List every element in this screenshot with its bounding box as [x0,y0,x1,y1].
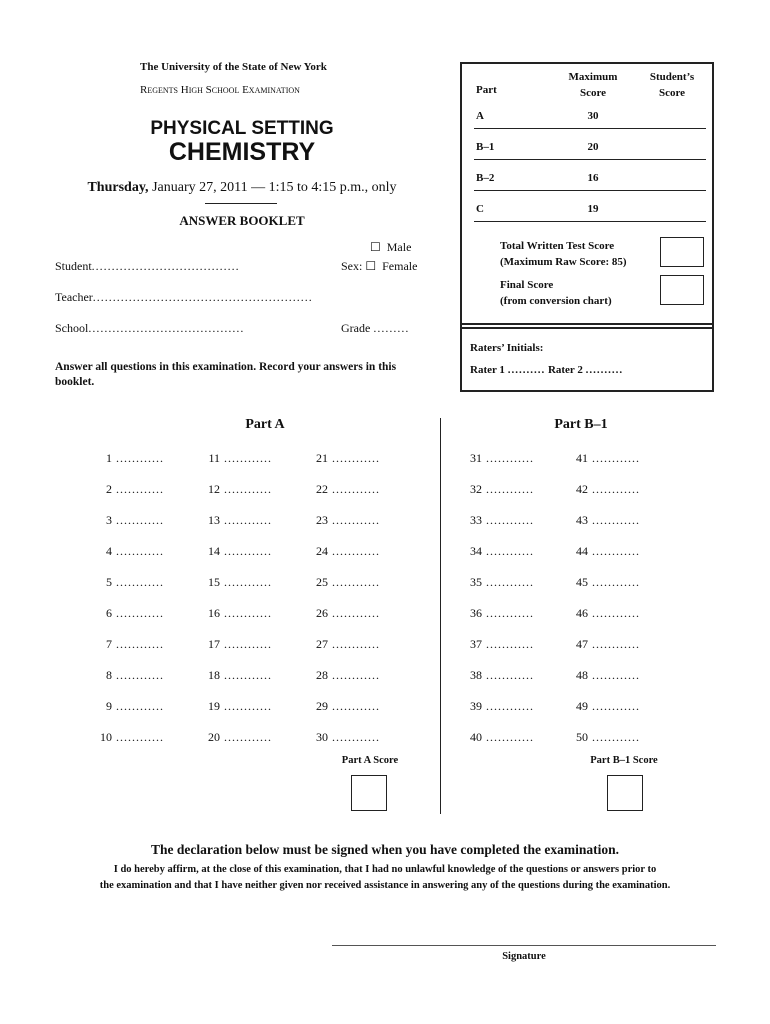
answer-line[interactable] [558,575,640,590]
answer-blank[interactable]: ............ [224,513,272,527]
signature-label: Signature [502,951,546,962]
answer-line[interactable] [190,606,272,621]
teacher-field[interactable] [55,290,313,305]
question-number: 11 [208,451,220,465]
answer-line[interactable] [558,544,640,559]
question-number: 40 [470,730,482,744]
answer-line[interactable] [82,513,164,528]
answer-blank[interactable]: ............ [224,606,272,620]
question-number: 50 [576,730,588,744]
answer-line[interactable] [298,451,380,466]
female-label: Female [382,259,418,273]
answer-booklet-title: ANSWER BOOKLET [179,213,305,228]
part-a-score-box[interactable] [351,775,387,811]
teacher-dotted-line[interactable]: ....................................................... [92,290,313,304]
row-part-b2-max: 16 [587,172,599,184]
answer-blank[interactable]: ............ [224,544,272,558]
total-score-box[interactable] [660,237,704,267]
university-name: The University of the State of New York [140,61,327,73]
grade-dotted-line[interactable]: ......... [373,321,410,335]
answer-blank[interactable]: ............ [224,575,272,589]
question-number: 30 [316,730,328,744]
row-divider [474,159,706,160]
student-dotted-line[interactable]: ..................................... [91,259,240,273]
answer-blank[interactable]: ............ [486,482,534,496]
raters-row[interactable] [470,364,623,376]
question-number: 20 [208,730,220,744]
final-score-box[interactable] [660,275,704,305]
answer-blank[interactable]: ............ [116,637,164,651]
score-box-double-rule [462,327,712,329]
part-a-score-label: Part A Score [341,755,399,766]
total-score-title: Total Written Test Score [500,240,615,252]
question-number: 28 [316,668,328,682]
question-number: 4 [106,544,112,558]
part-b1-score-box[interactable] [607,775,643,811]
answer-line[interactable] [82,606,164,621]
student-field[interactable] [55,259,240,274]
answer-blank[interactable]: ............ [332,637,380,651]
question-number: 26 [316,606,328,620]
col-part-header: Part [476,84,497,96]
answer-blank[interactable]: ............ [224,668,272,682]
answer-line[interactable] [452,544,534,559]
question-number: 48 [576,668,588,682]
answer-line[interactable] [82,637,164,652]
question-number: 1 [106,451,112,465]
question-number: 18 [208,668,220,682]
final-score-title: Final Score [500,279,554,291]
answer-blank[interactable]: ............ [116,699,164,713]
answer-blank[interactable]: ............ [486,575,534,589]
answer-line[interactable] [298,513,380,528]
question-number: 22 [316,482,328,496]
question-number: 32 [470,482,482,496]
question-number: 38 [470,668,482,682]
col-max-header: Maximum Score [568,71,618,99]
subject-title: CHEMISTRY [168,138,316,166]
answer-blank[interactable]: ............ [332,544,380,558]
grade-label: Grade [341,321,371,335]
answer-line[interactable] [190,451,272,466]
answer-line[interactable] [558,637,640,652]
question-number: 7 [106,637,112,651]
answer-line[interactable] [82,575,164,590]
question-number: 6 [106,606,112,620]
answer-line[interactable] [298,637,380,652]
question-number: 21 [316,451,328,465]
answer-blank[interactable]: ............ [592,699,640,713]
answer-line[interactable] [298,668,380,683]
answer-blank[interactable]: ............ [592,482,640,496]
question-number: 49 [576,699,588,713]
question-number: 39 [470,699,482,713]
answer-blank[interactable]: ............ [592,606,640,620]
answer-line[interactable] [558,513,640,528]
question-number: 10 [100,730,112,744]
answer-line[interactable] [82,668,164,683]
answer-blank[interactable]: ............ [224,451,272,465]
total-score-label [500,238,627,270]
teacher-label: Teacher [55,290,93,304]
answer-blank[interactable]: ............ [592,668,640,682]
answer-line[interactable] [190,575,272,590]
question-number: 44 [576,544,588,558]
answer-blank[interactable]: ............ [116,606,164,620]
answer-line[interactable] [558,699,640,714]
answer-blank[interactable]: ............ [486,637,534,651]
answer-blank[interactable]: ............ [332,575,380,589]
question-number: 8 [106,668,112,682]
question-number: 36 [470,606,482,620]
subject-line1: PHYSICAL SETTING [150,118,334,139]
answer-blank[interactable]: ............ [116,575,164,589]
question-number: 5 [106,575,112,589]
answer-blank[interactable]: ............ [224,699,272,713]
question-number: 15 [208,575,220,589]
answer-line[interactable] [558,606,640,621]
row-part-a-max: 30 [587,110,599,122]
answer-blank[interactable]: ............ [486,544,534,558]
declaration-line1: I do hereby affirm, at the close of this examination, that I had no unlawful knowledge of the questions or answers prior to [113,864,657,875]
rater2-label: Rater 2 [547,364,583,376]
sex-field[interactable] [341,259,417,274]
answer-blank[interactable]: ............ [592,451,640,465]
row-divider [474,190,706,191]
row-part-c-max: 19 [587,203,599,215]
question-number: 19 [208,699,220,713]
answer-line[interactable] [452,699,534,714]
male-option[interactable] [370,240,411,255]
male-checkbox[interactable]: ☐ [370,240,381,254]
answer-blank[interactable]: ............ [224,637,272,651]
answer-line[interactable] [452,730,534,745]
answer-blank[interactable]: ............ [592,730,640,744]
answer-line[interactable] [452,513,534,528]
answer-line[interactable] [558,730,640,745]
question-number: 27 [316,637,328,651]
question-number: 47 [576,637,588,651]
answer-line[interactable] [190,513,272,528]
question-number: 16 [208,606,220,620]
rater1-field[interactable]: .......... [507,364,546,376]
female-checkbox[interactable]: ☐ [365,259,377,273]
part-a-heading: Part A [245,417,285,432]
exam-date [80,180,404,196]
answer-line[interactable] [298,730,380,745]
row-divider [474,221,706,222]
answer-blank[interactable]: ............ [486,699,534,713]
rater2-field[interactable]: .......... [585,364,624,376]
question-number: 41 [576,451,588,465]
answer-blank[interactable]: ............ [486,668,534,682]
answer-blank[interactable]: ............ [332,451,380,465]
question-number: 13 [208,513,220,527]
question-number: 42 [576,482,588,496]
school-label: School [55,321,89,335]
student-label: Student [55,259,92,273]
school-dotted-line[interactable]: ....................................... [88,321,245,335]
exam-date-time: January 27, 2011 — 1:15 to 4:15 p.m., only [152,180,397,195]
answer-blank[interactable]: ............ [486,451,534,465]
answer-blank[interactable]: ............ [116,730,164,744]
question-number: 43 [576,513,588,527]
signature-line[interactable] [332,945,716,946]
answer-line[interactable] [190,699,272,714]
answer-blank[interactable]: ............ [486,730,534,744]
row-part-b1-max: 20 [587,141,599,153]
answer-blank[interactable]: ............ [116,668,164,682]
final-score-label [500,277,612,309]
answer-blank[interactable]: ............ [486,606,534,620]
answer-line[interactable] [82,730,164,745]
answer-blank[interactable]: ............ [116,544,164,558]
score-summary-box [460,62,714,392]
answer-line[interactable] [452,637,534,652]
answer-line[interactable] [452,668,534,683]
answer-blank[interactable]: ............ [332,668,380,682]
question-number: 35 [470,575,482,589]
answer-line[interactable] [190,544,272,559]
question-number: 34 [470,544,482,558]
sex-label: Sex: [341,259,363,273]
answer-blank[interactable]: ............ [332,699,380,713]
answer-blank[interactable]: ............ [332,730,380,744]
answer-line[interactable] [298,699,380,714]
answer-line[interactable] [452,606,534,621]
answer-blank[interactable]: ............ [592,637,640,651]
answer-line[interactable] [558,668,640,683]
answer-blank[interactable]: ............ [332,482,380,496]
answer-blank[interactable]: ............ [486,513,534,527]
answer-line[interactable] [82,699,164,714]
answer-line[interactable] [82,482,164,497]
question-number: 46 [576,606,588,620]
grade-field[interactable] [341,321,409,336]
col-student-header: Student’s Score [649,71,695,99]
school-field[interactable] [55,321,244,336]
row-part-b1: B–1 [476,141,495,153]
question-number: 31 [470,451,482,465]
answer-line[interactable] [190,668,272,683]
question-number: 33 [470,513,482,527]
question-number: 12 [208,482,220,496]
declaration-line2: the examination and that I have neither given nor received assistance in answering any of the questions during the examination. [99,880,671,891]
question-number: 25 [316,575,328,589]
question-number: 9 [106,699,112,713]
row-part-b2: B–2 [476,172,495,184]
question-number: 2 [106,482,112,496]
row-divider [474,128,706,129]
question-number: 3 [106,513,112,527]
question-number: 29 [316,699,328,713]
score-box-double-rule [462,323,712,325]
answer-blank[interactable]: ............ [224,482,272,496]
question-number: 24 [316,544,328,558]
answer-line[interactable] [190,637,272,652]
answer-blank[interactable]: ............ [224,730,272,744]
date-underline [205,203,277,204]
answer-blank[interactable]: ............ [116,451,164,465]
part-b1-heading: Part B–1 [554,417,608,432]
answer-blank[interactable]: ............ [116,513,164,527]
answer-line[interactable] [298,606,380,621]
male-label: Male [386,240,412,254]
answer-line[interactable] [190,730,272,745]
answer-line[interactable] [298,575,380,590]
question-number: 14 [208,544,220,558]
question-number: 23 [316,513,328,527]
answer-blank[interactable]: ............ [332,606,380,620]
answer-blank[interactable]: ............ [116,482,164,496]
answer-blank[interactable]: ............ [332,513,380,527]
rater1-label: Rater 1 [470,364,505,376]
answer-blank[interactable]: ............ [592,513,640,527]
instructions: Answer all questions in this examination. Record your answers in this booklet. [55,361,397,388]
answer-line[interactable] [190,482,272,497]
answer-line[interactable] [298,482,380,497]
answer-line[interactable] [558,451,640,466]
answer-line[interactable] [558,482,640,497]
exam-day: Thursday, [87,180,149,195]
answer-line[interactable] [452,482,534,497]
answer-line[interactable] [452,575,534,590]
raters-initials-label: Raters’ Initials: [470,342,544,354]
total-score-sub: (Maximum Raw Score: 85) [500,256,627,268]
exam-name: Regents High School Examination [140,84,300,96]
row-part-a: A [476,110,484,122]
row-part-c: C [476,203,484,215]
answer-line[interactable] [452,451,534,466]
answer-line[interactable] [298,544,380,559]
question-number: 17 [208,637,220,651]
answer-line[interactable] [82,451,164,466]
answer-blank[interactable]: ............ [592,544,640,558]
column-divider [440,418,441,814]
question-number: 37 [470,637,482,651]
question-number: 45 [576,575,588,589]
part-b1-score-label: Part B–1 Score [590,755,658,766]
declaration-title: The declaration below must be signed when you have completed the examination. [150,842,619,857]
answer-blank[interactable]: ............ [592,575,640,589]
final-score-sub: (from conversion chart) [500,295,612,307]
answer-line[interactable] [82,544,164,559]
